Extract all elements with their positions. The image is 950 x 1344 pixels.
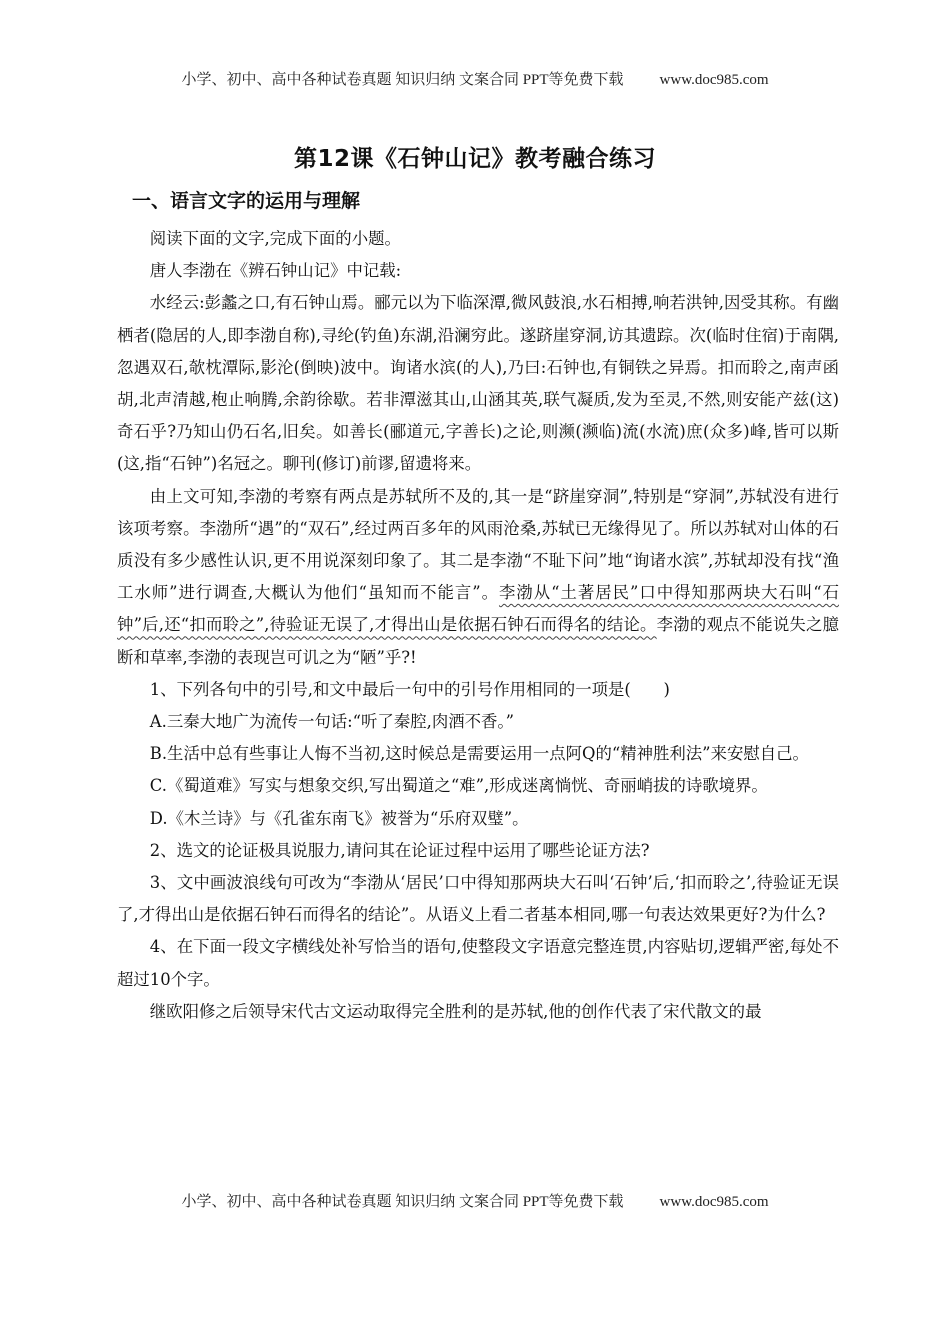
question-1-option-b: B.生活中总有些事让人悔不当初,这时候总是需要运用一点阿Q的“精神胜利法”来安慰自己。 xyxy=(149,744,809,764)
question-3: 3、文中画波浪线句可改为“李渤从‘居民’口中得知那两块大石叫‘石钟’后,‘扣而聆之’,待验证无误了,才得出山是依据石钟石而得名的结论”。从语义上看二者基本相同,哪一句表达效果更好?为什么? xyxy=(117,873,839,925)
question-4-passage: 继欧阳修之后领导宋代古文运动取得完全胜利的是苏轼,他的创作代表了宋代散文的最 xyxy=(149,1001,762,1021)
page-footer xyxy=(0,1190,950,1211)
quote-paragraph: 水经云:彭蠡之口,有石钟山焉。郦元以为下临深潭,微风鼓浪,水石相搏,响若洪钟,因受其称。有幽栖者(隐居的人,即李渤自称),寻纶(钓鱼)东湖,沿澜穷此。遂跻崖穿洞,访其遗踪。次(临时住宿)于南隅,忽遇双石,欹枕潭际,影沦(倒映)波中。询诸水滨(的人),乃曰:石钟也,有铜铁之异焉。扣而聆之,南声函胡,北声清越,枹止响腾,余韵徐歇。若非潭滋其山,山涵其英,联气凝质,发为至灵,不然,则安能产兹(这)奇石乎?乃知山仍石名,旧矣。如善长(郦道元,字善长)之论,则濒(濒临)流(水流)庶(众多)峰,皆可以斯(这,指“石钟”)名冠之。聊刊(修订)前谬,留遗将来。 xyxy=(117,293,839,474)
question-1-option-c: C.《蜀道难》写实与想象交织,写出蜀道之“难”,形成迷离惝恍、奇丽峭拔的诗歌境界。 xyxy=(149,776,768,796)
analysis-text-before: 由上文可知,李渤的考察有两点是苏轼所不及的,其一是“跻崖穿洞”,特别是“穿洞”,苏轼没有进行该项考察。李渤所“遇”的“双石”,经过两百多年的风雨沧桑,苏轼已无缘得见了。所以苏轼对山体的石质没有多少感性认识,更不用说深刻印象了。其二是李渤“不耻下问”地“询诸水滨”,苏轼却没有找“渔工水师”进行调查,大概认为他们“虽知而不能言”。 xyxy=(117,486,839,603)
wavy-underlined-sentence: 李渤从“土著居民”口中得知那两块大石叫“石钟”后,还“扣而聆之”,待验证无误了,才得出山是依据石钟石而得名的结论。 xyxy=(117,583,839,635)
lead-paragraph: 唐人李渤在《辨石钟山记》中记载: xyxy=(149,261,402,281)
question-1-stem: 1、下列各句中的引号,和文中最后一句中的引号作用相同的一项是( ) xyxy=(149,679,670,699)
question-1-option-d: D.《木兰诗》与《孔雀东南飞》被誉为“乐府双璧”。 xyxy=(149,808,529,828)
header-text: 小学、初中、高中各种试卷真题 知识归纳 文案合同 PPT等免费下载 xyxy=(181,72,624,88)
header-site-link[interactable]: www.doc985.com xyxy=(659,72,769,88)
section-heading: 一、语言文字的运用与理解 xyxy=(132,190,361,212)
analysis-text-after: 李渤的观点不能说失之臆断和草率,李渤的表现岂可讥之为“陋”乎?! xyxy=(117,615,839,667)
document-body xyxy=(117,223,839,1028)
page-header xyxy=(0,68,950,89)
page-title: 第12课《石钟山记》教考融合练习 xyxy=(293,146,656,172)
footer-text: 小学、初中、高中各种试卷真题 知识归纳 文案合同 PPT等免费下载 xyxy=(181,1194,624,1210)
question-4: 4、在下面一段文字横线处补写恰当的语句,使整段文字语意完整连贯,内容贴切,逻辑严密,每处不超过10个字。 xyxy=(117,937,839,989)
intro-paragraph: 阅读下面的文字,完成下面的小题。 xyxy=(149,229,401,248)
question-1-option-a: A.三秦大地广为流传一句话:“听了秦腔,肉酒不香。” xyxy=(149,712,514,732)
analysis-paragraph xyxy=(117,481,839,674)
footer-site-link[interactable]: www.doc985.com xyxy=(659,1194,769,1210)
question-2: 2、选文的论证极具说服力,请问其在论证过程中运用了哪些论证方法? xyxy=(149,840,650,860)
